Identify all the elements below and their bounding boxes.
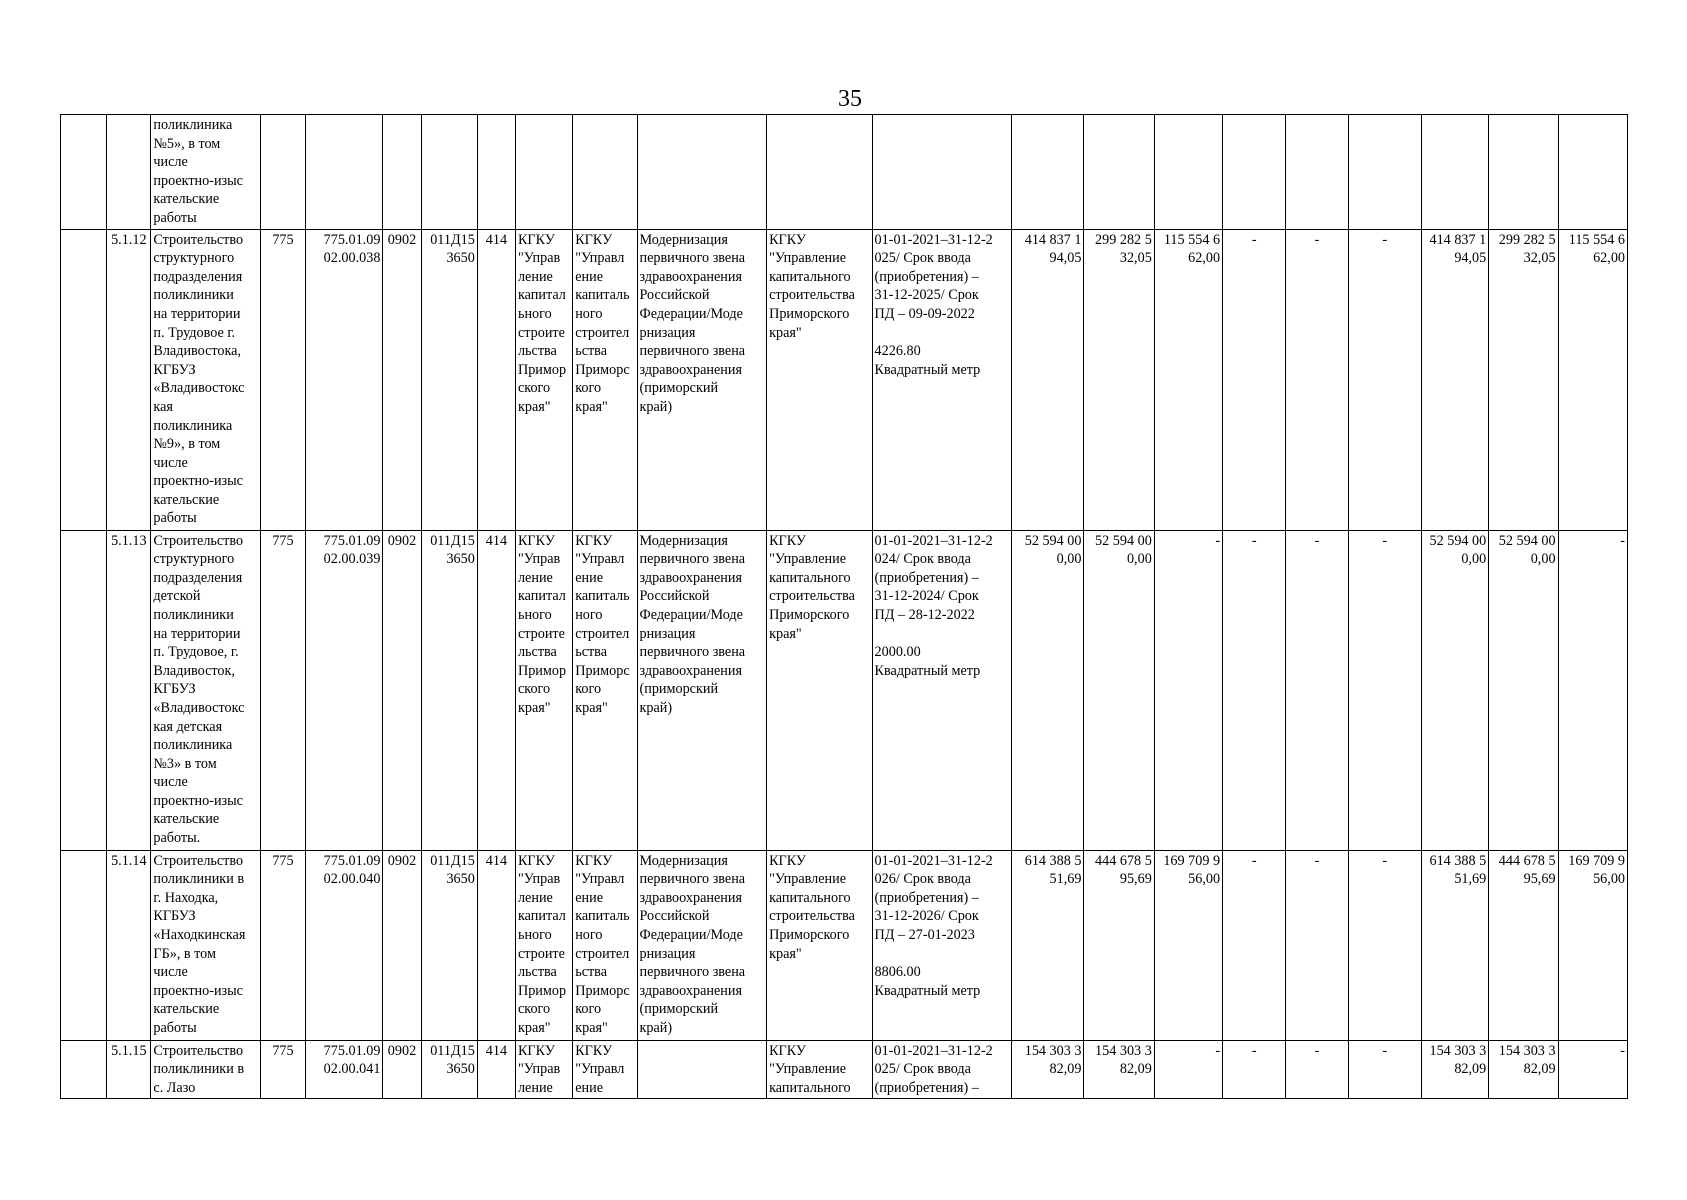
terms-capacity: 01-01-2021–31-12-2 024/ Срок ввода (приобретения) – 31-12-2024/ Срок ПД – 28-12-2022 2000.00 Квадратный метр — [874, 532, 993, 679]
project-name: Модернизация первичного звена здравоохранения Российской Федерации/Моде рнизация первичного звена здравоохранения (приморский край) — [639, 231, 746, 415]
object-name: Строительство структурного подразделения детской поликлиники на территории п. Трудовое, г. Владивосток, КГБУЗ «Владивостокс кая детская поликлиника №3» в том числе проектно-изыс кательские работы. — [153, 532, 245, 847]
customer-name: КГКУ "Управ ление капитал ьного строите льства Примор ского края" — [517, 231, 567, 415]
federal-2-cell — [1286, 850, 1348, 1040]
terms-capacity-cell — [872, 850, 1012, 1040]
regional-year2: - — [1620, 532, 1625, 549]
project-name-cell — [637, 115, 767, 230]
federal-1-cell — [1223, 1040, 1286, 1099]
project-name-cell — [637, 229, 767, 530]
federal-2-cell — [1286, 530, 1348, 850]
object-name: Строительство структурного подразделения поликлиники на территории п. Трудовое г. Владивостока, КГБУЗ «Владивостокс кая поликлиника №9», в том числе проектно-изыс кательские работы — [153, 231, 245, 527]
vr-code: 414 — [485, 532, 508, 549]
csr-code-cell — [306, 115, 383, 230]
federal-2-cell — [1286, 1040, 1348, 1099]
regional-total-cell — [1421, 850, 1488, 1040]
customer-name-cell — [515, 530, 572, 850]
csr-code: 775.01.09 02.00.038 — [323, 231, 381, 267]
year1-amount-cell — [1084, 1040, 1154, 1099]
row-number: 5.1.15 — [111, 1042, 147, 1059]
regional-year1: 154 303 3 82,09 — [1498, 1042, 1556, 1078]
terms-capacity: 01-01-2021–31-12-2 026/ Срок ввода (приобретения) – 31-12-2026/ Срок ПД – 27-01-2023 8806.00 Квадратный метр — [874, 852, 993, 999]
federal-1: - — [1251, 532, 1257, 549]
grbs-code: 775 — [272, 231, 294, 248]
row-number-cell — [107, 115, 151, 230]
regional-year1: 52 594 00 0,00 — [1498, 532, 1556, 568]
federal-1-cell — [1223, 229, 1286, 530]
-cell — [61, 115, 107, 230]
vr-code: 414 — [485, 852, 508, 869]
builder-name-cell — [573, 850, 637, 1040]
builder-name: КГКУ "Управл ение капиталь ного строител ьства Приморс кого края" — [575, 231, 630, 415]
year2-amount-cell — [1154, 850, 1222, 1040]
regional-total-cell — [1421, 530, 1488, 850]
csr-code-cell — [306, 1040, 383, 1099]
customer-name: КГКУ "Управ ление капитал ьного строите льства Примор ского края" — [517, 532, 567, 716]
object-name-cell — [151, 229, 260, 530]
rz-code: 0902 — [387, 1042, 417, 1059]
regional-total-cell — [1421, 1040, 1488, 1099]
program-table — [60, 114, 1628, 1099]
total-amount: 614 388 5 51,69 — [1024, 852, 1082, 888]
year2-amount-cell — [1154, 115, 1222, 230]
builder-name: КГКУ "Управл ение капиталь ного строител ьства Приморс кого края" — [575, 852, 630, 1036]
object-name: Строительство поликлиники в с. Лазо — [153, 1042, 245, 1096]
rz-code: 0902 — [387, 231, 417, 248]
cs-code-cell — [421, 229, 477, 530]
year1-amount-cell — [1084, 115, 1154, 230]
year2-amount-cell — [1154, 229, 1222, 530]
-cell — [61, 229, 107, 530]
federal-1: - — [1251, 1042, 1257, 1059]
csr-code-cell — [306, 229, 383, 530]
federal-3: - — [1382, 1042, 1388, 1059]
federal-1-cell — [1223, 530, 1286, 850]
regional-year1: 444 678 5 95,69 — [1498, 852, 1556, 888]
csr-code: 775.01.09 02.00.040 — [323, 852, 381, 888]
grbs-code: 775 — [272, 532, 294, 549]
federal-3-cell — [1348, 850, 1421, 1040]
rz-code: 0902 — [387, 852, 417, 869]
total-amount: 414 837 1 94,05 — [1024, 231, 1082, 267]
rz-code-cell — [383, 530, 421, 850]
year1-amount: 52 594 00 0,00 — [1095, 532, 1152, 568]
regional-year2-cell — [1558, 115, 1627, 230]
customer-name-cell — [515, 229, 572, 530]
year2-amount-cell — [1154, 530, 1222, 850]
regional-year2: - — [1620, 1042, 1625, 1059]
terms-capacity-cell — [872, 1040, 1012, 1099]
rz-code-cell — [383, 850, 421, 1040]
year2-amount: 169 709 9 56,00 — [1163, 852, 1221, 888]
federal-2: - — [1314, 532, 1320, 549]
operator-name: КГКУ "Управление капитального строительства Приморского края" — [769, 852, 855, 962]
builder-name: КГКУ "Управл ение капиталь ного строител ьства Приморс кого края" — [575, 532, 630, 716]
regional-year2-cell — [1558, 850, 1627, 1040]
project-name-cell — [637, 530, 767, 850]
table-row — [61, 850, 1628, 1040]
total-amount-cell — [1012, 115, 1084, 230]
grbs-code: 775 — [272, 1042, 294, 1059]
federal-2-cell — [1286, 115, 1348, 230]
federal-1: - — [1251, 852, 1257, 869]
year1-amount: 444 678 5 95,69 — [1095, 852, 1152, 888]
federal-2: - — [1314, 1042, 1320, 1059]
rz-code-cell — [383, 115, 421, 230]
row-number-cell — [107, 850, 151, 1040]
total-amount-cell — [1012, 850, 1084, 1040]
year2-amount-cell — [1154, 1040, 1222, 1099]
regional-year2-cell — [1558, 229, 1627, 530]
vr-code: 414 — [485, 1042, 508, 1059]
regional-total-cell — [1421, 115, 1488, 230]
row-number-cell — [107, 1040, 151, 1099]
operator-name: КГКУ "Управление капитального строительства Приморского края" — [769, 532, 855, 642]
cs-code-cell — [421, 1040, 477, 1099]
operator-name-cell — [767, 1040, 872, 1099]
year1-amount: 154 303 3 82,09 — [1095, 1042, 1152, 1078]
total-amount-cell — [1012, 530, 1084, 850]
cs-code: 011Д15 3650 — [430, 852, 475, 888]
object-name-cell — [151, 1040, 260, 1099]
federal-3: - — [1382, 231, 1388, 248]
year1-amount: 299 282 5 32,05 — [1095, 231, 1152, 267]
regional-year2: 169 709 9 56,00 — [1568, 852, 1625, 888]
regional-year2-cell — [1558, 530, 1627, 850]
federal-2: - — [1314, 231, 1320, 248]
cs-code-cell — [421, 850, 477, 1040]
csr-code-cell — [306, 850, 383, 1040]
total-amount: 154 303 3 82,09 — [1024, 1042, 1082, 1078]
rz-code: 0902 — [387, 532, 417, 549]
row-number-cell — [107, 229, 151, 530]
operator-name: КГКУ "Управление капитального — [769, 1042, 851, 1096]
regional-year1-cell — [1489, 229, 1558, 530]
total-amount-cell — [1012, 1040, 1084, 1099]
builder-name-cell — [573, 530, 637, 850]
terms-capacity: 01-01-2021–31-12-2 025/ Срок ввода (приобретения) – 31-12-2025/ Срок ПД – 09-09-2022 4226.80 Квадратный метр — [874, 231, 993, 378]
object-name-cell — [151, 530, 260, 850]
row-number: 5.1.13 — [111, 532, 147, 549]
object-name-cell — [151, 115, 260, 230]
project-name: Модернизация первичного звена здравоохранения Российской Федерации/Моде рнизация первичного звена здравоохранения (приморский край) — [639, 852, 746, 1036]
object-name: поликлиника №5», в том числе проектно-изыс кательские работы — [153, 117, 243, 226]
builder-name-cell — [573, 115, 637, 230]
total-amount: 52 594 00 0,00 — [1024, 532, 1082, 568]
grbs-code: 775 — [272, 852, 294, 869]
grbs-code-cell — [260, 530, 305, 850]
regional-year1-cell — [1489, 530, 1558, 850]
regional-total: 52 594 00 0,00 — [1429, 532, 1487, 568]
regional-total: 154 303 3 82,09 — [1429, 1042, 1487, 1078]
regional-total-cell — [1421, 229, 1488, 530]
vr-code-cell — [477, 850, 515, 1040]
csr-code: 775.01.09 02.00.039 — [323, 532, 381, 568]
federal-3: - — [1382, 532, 1388, 549]
grbs-code-cell — [260, 115, 305, 230]
customer-name: КГКУ "Управ ление — [517, 1042, 561, 1096]
builder-name-cell — [573, 1040, 637, 1099]
regional-year2-cell — [1558, 1040, 1627, 1099]
vr-code-cell — [477, 229, 515, 530]
cs-code: 011Д15 3650 — [430, 532, 475, 568]
federal-3-cell — [1348, 115, 1421, 230]
object-name: Строительство поликлиники в г. Находка, КГБУЗ «Находкинская ГБ», в том числе проектно-изыс кательские работы — [153, 852, 246, 1036]
object-name-cell — [151, 850, 260, 1040]
terms-capacity-cell — [872, 229, 1012, 530]
grbs-code-cell — [260, 850, 305, 1040]
terms-capacity-cell — [872, 115, 1012, 230]
grbs-code-cell — [260, 229, 305, 530]
vr-code-cell — [477, 115, 515, 230]
federal-1-cell — [1223, 850, 1286, 1040]
page-number: 35 — [838, 86, 862, 112]
operator-name: КГКУ "Управление капитального строительства Приморского края" — [769, 231, 855, 341]
table-row — [61, 115, 1628, 230]
cs-code-cell — [421, 530, 477, 850]
project-name-cell — [637, 850, 767, 1040]
year1-amount-cell — [1084, 850, 1154, 1040]
table-row — [61, 229, 1628, 530]
regional-year1-cell — [1489, 115, 1558, 230]
federal-2-cell — [1286, 229, 1348, 530]
rz-code-cell — [383, 229, 421, 530]
federal-2: - — [1314, 852, 1320, 869]
year2-amount: - — [1215, 532, 1221, 549]
table-row — [61, 530, 1628, 850]
year2-amount: - — [1215, 1042, 1221, 1059]
builder-name: КГКУ "Управл ение — [575, 1042, 625, 1096]
customer-name-cell — [515, 115, 572, 230]
cs-code-cell — [421, 115, 477, 230]
-cell — [61, 850, 107, 1040]
regional-total: 614 388 5 51,69 — [1429, 852, 1487, 888]
csr-code-cell — [306, 530, 383, 850]
total-amount-cell — [1012, 229, 1084, 530]
vr-code-cell — [477, 530, 515, 850]
federal-3-cell — [1348, 229, 1421, 530]
row-number-cell — [107, 530, 151, 850]
builder-name-cell — [573, 229, 637, 530]
terms-capacity: 01-01-2021–31-12-2 025/ Срок ввода (приобретения) – — [874, 1042, 993, 1096]
operator-name-cell — [767, 115, 872, 230]
federal-1: - — [1251, 231, 1257, 248]
regional-year1: 299 282 5 32,05 — [1498, 231, 1556, 267]
vr-code-cell — [477, 1040, 515, 1099]
-cell — [61, 1040, 107, 1099]
csr-code: 775.01.09 02.00.041 — [323, 1042, 381, 1078]
regional-year2: 115 554 6 62,00 — [1568, 231, 1625, 267]
operator-name-cell — [767, 530, 872, 850]
operator-name-cell — [767, 850, 872, 1040]
customer-name: КГКУ "Управ ление капитал ьного строите льства Примор ского края" — [517, 852, 567, 1036]
regional-year1-cell — [1489, 1040, 1558, 1099]
federal-3-cell — [1348, 1040, 1421, 1099]
row-number: 5.1.12 — [111, 231, 147, 248]
table-row — [61, 1040, 1628, 1099]
project-name: Модернизация первичного звена здравоохранения Российской Федерации/Моде рнизация первичного звена здравоохранения (приморский край) — [639, 532, 746, 716]
row-number: 5.1.14 — [111, 852, 147, 869]
cs-code: 011Д15 3650 — [430, 1042, 475, 1078]
year1-amount-cell — [1084, 530, 1154, 850]
-cell — [61, 530, 107, 850]
regional-total: 414 837 1 94,05 — [1429, 231, 1487, 267]
customer-name-cell — [515, 850, 572, 1040]
federal-3-cell — [1348, 530, 1421, 850]
federal-3: - — [1382, 852, 1388, 869]
operator-name-cell — [767, 229, 872, 530]
year2-amount: 115 554 6 62,00 — [1163, 231, 1221, 267]
regional-year1-cell — [1489, 850, 1558, 1040]
cs-code: 011Д15 3650 — [430, 231, 475, 267]
project-name-cell — [637, 1040, 767, 1099]
federal-1-cell — [1223, 115, 1286, 230]
customer-name-cell — [515, 1040, 572, 1099]
terms-capacity-cell — [872, 530, 1012, 850]
year1-amount-cell — [1084, 229, 1154, 530]
vr-code: 414 — [485, 231, 508, 248]
grbs-code-cell — [260, 1040, 305, 1099]
rz-code-cell — [383, 1040, 421, 1099]
